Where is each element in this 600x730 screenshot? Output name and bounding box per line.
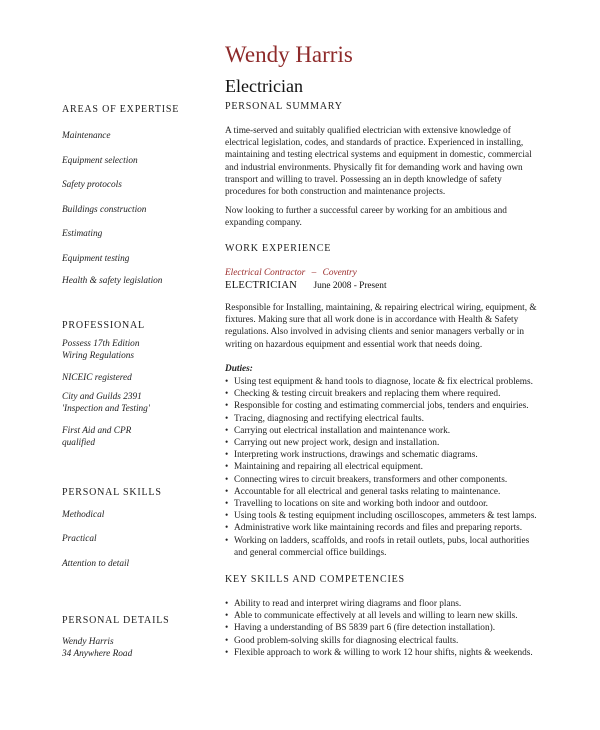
professional-heading: PROFESSIONAL [62, 320, 145, 331]
duty-item: • Responsible for costing and estimating commercial jobs, tenders and enquiries. [225, 400, 543, 412]
experience-description: Responsible for Installing, maintaining, & repairing electrical wiring, equipment, & fixtures. Making sure that all work done is in accordance with Health & Safety regulations. Also involved in advising clients and senior managers verbally or in writing on hazardous equipment and essential work that needs doing. [225, 303, 537, 350]
duty-item: • Maintaining and repairing all electrical equipment. [225, 461, 543, 473]
duty-item: • Travelling to locations on site and working both indoor and outdoor. [225, 498, 543, 510]
expertise-item: Estimating [62, 229, 103, 239]
professional-line: qualified [62, 437, 96, 448]
skill-item: Attention to detail [62, 559, 130, 569]
duty-item: • Administrative work like maintaining records and files and preparing reports. [225, 522, 543, 534]
duty-item: • Connecting wires to circuit breakers, transformers and other components. [225, 474, 543, 486]
employer-separator: – [311, 268, 317, 278]
key-skill-item: • Good problem-solving skills for diagnosing electrical faults. [225, 635, 543, 647]
key-skills-heading: KEY SKILLS AND COMPETENCIES [225, 574, 405, 585]
duties-list [225, 376, 543, 559]
professional-line: Possess 17th Edition [62, 339, 140, 349]
professional-line: 'Inspection and Testing' [62, 403, 150, 414]
professional-line: First Aid and CPR [62, 426, 132, 436]
details-name: Wendy Harris [62, 637, 114, 647]
skill-item: Methodical [62, 510, 105, 520]
employer-line [225, 268, 357, 278]
expertise-heading: AREAS OF EXPERTISE [62, 104, 180, 115]
role-dates: June 2008 - Present [313, 281, 387, 291]
duty-item: • Checking & testing circuit breakers and replacing them where required. [225, 388, 543, 400]
duties-label: Duties: [225, 364, 253, 374]
key-skill-item: • Ability to read and interpret wiring diagrams and floor plans. [225, 598, 543, 610]
summary-paragraph-2: Now looking to further a successful career by working for an ambitious and expanding company. [225, 206, 507, 229]
expertise-item: Safety protocols [62, 180, 122, 190]
expertise-item: Health & safety legislation [62, 276, 163, 286]
summary-heading: PERSONAL SUMMARY [225, 101, 343, 112]
professional-line: Wiring Regulations [62, 350, 135, 361]
duty-item: • Carrying out new project work, design and installation. [225, 437, 543, 449]
professional-item [62, 392, 212, 415]
duty-item: • Using test equipment & hand tools to diagnose, locate & fix electrical problems. [225, 376, 543, 388]
duty-item: • Tracing, diagnosing and rectifying electrical faults. [225, 413, 543, 425]
key-skill-item: • Able to communicate effectively at all levels and willing to learn new skills. [225, 610, 543, 622]
duty-item: • Carrying out electrical installation and maintenance work. [225, 425, 543, 437]
resume-job-title: Electrician [225, 76, 303, 96]
skill-item: Practical [62, 534, 97, 544]
employer-name: Electrical Contractor [225, 268, 306, 278]
professional-line: NICEIC registered [62, 373, 132, 383]
skills-heading: PERSONAL SKILLS [62, 487, 162, 498]
summary-paragraph: A time-served and suitably qualified electrician with extensive knowledge of electrical legislation, codes, and standards of practice. Experienced in installing, maintaining and testing electrical systems and equipment in domestic, commercial and industrial environments. Physically fit for demanding work and having own transport and willing to travel. Possessing an in depth knowledge of safety procedures for both construction and maintenance projects. [225, 126, 532, 198]
resume-name: Wendy Harris [225, 42, 353, 67]
professional-item [62, 373, 212, 385]
expertise-item: Equipment selection [62, 156, 138, 166]
professional-line: City and Guilds 2391 [62, 392, 142, 402]
duty-item: • Accountable for all electrical and general tasks relating to maintenance. [225, 486, 543, 498]
experience-heading: WORK EXPERIENCE [225, 243, 332, 254]
role-title: ELECTRICIAN [225, 280, 298, 291]
professional-item [62, 426, 212, 449]
key-skill-item: • Flexible approach to work & willing to work 12 hour shifts, nights & weekends. [225, 647, 543, 659]
duty-item: • Working on ladders, scaffolds, and roofs in retail outlets, pubs, local authorities and general commercial office buildings. [225, 535, 543, 559]
key-skill-item: • Having a understanding of BS 5839 part 6 (fire detection installation). [225, 622, 543, 634]
expertise-item: Equipment testing [62, 254, 130, 264]
key-skills-list [225, 598, 543, 659]
role-line [225, 280, 387, 291]
expertise-item: Maintenance [62, 131, 111, 141]
expertise-item: Buildings construction [62, 205, 147, 215]
duty-item: • Using tools & testing equipment including oscilloscopes, ammeters & test lamps. [225, 510, 543, 522]
details-heading: PERSONAL DETAILS [62, 615, 170, 626]
employer-location: Coventry [322, 268, 357, 278]
duty-item: • Interpreting work instructions, drawings and schematic diagrams. [225, 449, 543, 461]
professional-item [62, 339, 212, 362]
details-address: 34 Anywhere Road [62, 649, 133, 659]
